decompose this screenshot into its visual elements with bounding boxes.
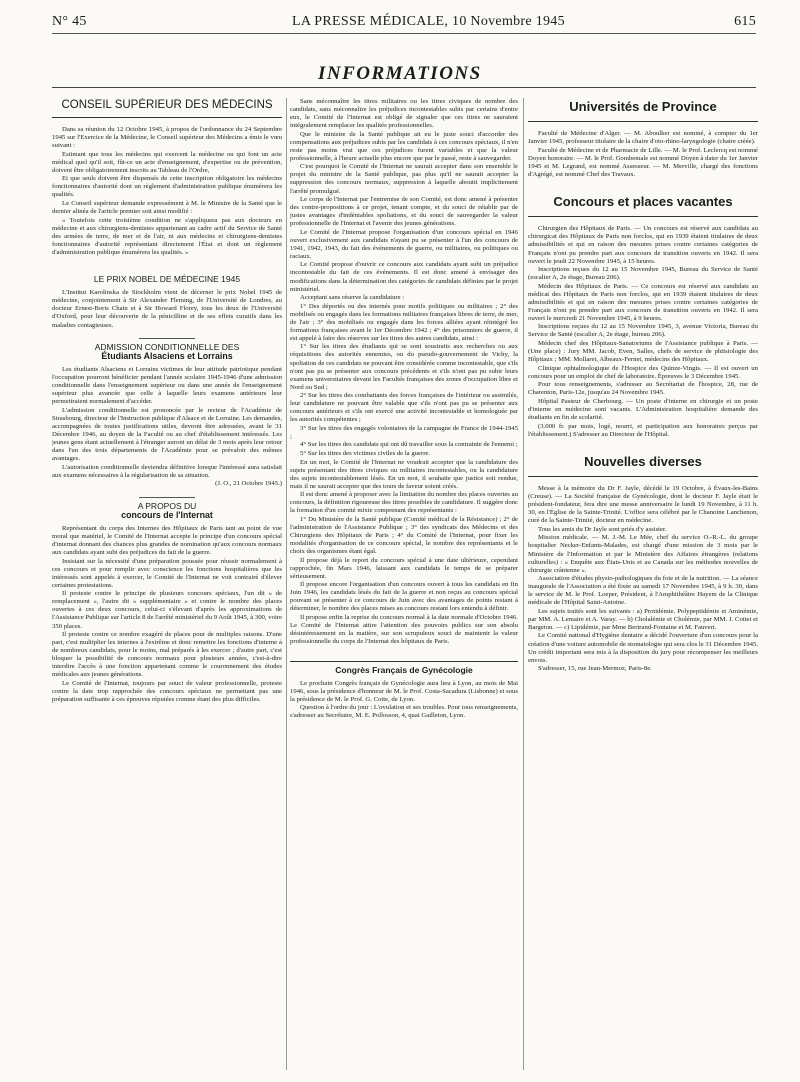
paragraph: 3° Sur les titres des engagés volontaires de la campagne de France de 1944-1945 ; xyxy=(290,424,518,440)
paragraph: 1° Des déportés ou des internés pour motifs politiques ou militaires ; 2° des mobilisés ou engagés dans les formations militaires françaises libres de terre, de mer, de l'air ; 3° des mobilisés ou engagés dans les forces alliées ayant réintégré les formations françaises avant le 1er Décembre 1942 ; 4° des prisonniers de guerre, il est appelé à faire des réserves sur les titres des autres candidats, ainsi : xyxy=(290,302,518,342)
paragraph: Faculté de Médecine d'Alger. — M. Aboulker est nommé, à compter du 1er Janvier 1945, professeur titulaire de la chaire d'oto-rhino-laryngologie (chaire créée). xyxy=(528,130,758,146)
paragraph: Question à l'ordre du jour : L'ovulation et ses troubles. Pour tous renseignements, s'adresser au Secrétaire, M. E. Pollosson, 4, quai Gailleton, Lyon. xyxy=(290,704,518,720)
article-title-concours: Concours et places vacantes xyxy=(553,194,733,210)
paragraph: Il proteste contre le principe de plusieurs concours spéciaux, l'un dit « de remplacement », l'autre dit « supplémentaire » et contre le nombre des places ouvertes à ces deux concours, celui-ci s'élevant d'après les approximations de l'Assistance Publique sur l'article 8 de l'arrêté ministériel du 9 Août 1945, à 300, voire 350 places. xyxy=(52,590,282,630)
paragraph: Le Comité national d'Hygiène dentaire a décidé l'ouverture d'un concours pour la création d'une voiture automobile de stomatologie qui sera clos le 31 Décembre 1945. Un crédit important sera mis à la disposition du jury pour récompenser les meilleurs envois. xyxy=(528,632,758,664)
article-title-universites: Universités de Province xyxy=(569,99,717,114)
paragraph: 5° Sur les titres des victimes civiles de la guerre. xyxy=(300,450,431,458)
paragraph: Estimant que tous les médecins qui exercent la médecine ou qui font un acte médical quel qu'il soit, fût-ce un acte d'enseignement, d'expertise ou de prévention, doivent être obligatoirement inscrits au Tableau de l'Ordre, xyxy=(52,150,282,174)
paragraph: Hôpital Pasteur de Cherbourg. — Un poste d'interne en chirurgie et un poste d'interne en médecine sont vacants. L'Administration hospitalière demande des étudiants en fin de scolarité. xyxy=(528,397,758,421)
paragraph: « Toutefois cette troisième condition ne s'appliquera pas aux docteurs en médecine et aux chirurgiens-dentistes appartenant au cadre actif du Service de Santé des armées de terre, de mer et de l'air, ni aux médecins et chirurgiens-dentistes fonctionnaires d'autorité représentant directement l'État et dont un règlement d'administration publique énumérera les qualités. » xyxy=(52,216,282,256)
paragraph: L'autorisation conditionnelle deviendra définitive lorsque l'intéressé aura satisfait aux examens nécessaires à la régularisation de sa situation. xyxy=(52,463,282,479)
paragraph: Et que seuls doivent être dispensés de cette inscription obligatoire les médecins fonctionnaires d'autorité dont un règlement d'administration publique énumérera les qualités. xyxy=(52,175,282,199)
paragraph: Il proteste contre ce nombre exagéré de places pour de multiples raisons. D'une part, c'est multiplier les internes à l'extrême et donc remettre les fonctions d'interne à de nombreux candidats, pour le moins, mal préparés à les exercer ; d'autre part, c'est bloquer la possibilité de concours normaux pour plusieurs années, c'est-à-dire interdire l'accès à une fonction appartenant comme le couronnement des études médicales aux jeunes générations. xyxy=(52,631,282,679)
header-rule xyxy=(52,33,756,34)
paragraph: Les étudiants Alsaciens et Lorrains victimes de leur attitude patriotique pendant l'occupation pourront bénéficier pendant l'année scolaire 1945-1946 d'une admission conditionnelle dans l'enseignement supérieur ou dans une année de l'enseignement supérieur plus avancée que celle à laquelle leurs examens antérieurs leur permettraient normalement d'accéder. xyxy=(52,366,282,406)
paragraph: 1° Du Ministère de la Santé publique (Comité médical de la Résistance) ; 2° de l'administration de l'Assistance Publique ; 3° des syndicats des Médecins et des Chirurgiens des Hôpitaux de Paris ; 4° du Comité de l'Internat, pour fixer les modalités d'organisation de ce concours spécial, le nombre des représentants et le choix des organismes étant égal. xyxy=(290,515,518,556)
paragraph: Clinique ophtalmologique de l'Hospice des Quinze-Vingts. — Il est ouvert un concours pour un emploi de chef de laboratoire. Épreuves le 3 Décembre 1945. xyxy=(528,364,758,380)
paragraph: Faculté de Médecine et de Pharmacie de Lille. — M. le Prof. Leclercq est nommé Doyen honoraire. — M. le Prof. Gombemale est nommé Doyen à dater du 1er Janvier 1945 et M. Legrand, est nommé Assesseur. — M. Merville, chargé des fonctions d'Agrégé, est nommé Chef des Travaux. xyxy=(528,146,758,178)
paragraph: Que le ministre de la Santé publique ait eu le juste souci d'accorder des compensations aux préjudices subis par les candidats à ces concours spéciaux, il n'en reste pas moins vrai que ces préjudices furent variables et que la valeur professionnelle, à l'heure actuelle plus encore que par le passé, reste à sauvegarder. xyxy=(290,130,518,162)
paragraph: Mission médicale. — M. J.-M. Le Mée, chef du service O.-R.-L. du groupe hospitalier Necker-Enfants-Malades, est chargé d'une mission de 3 mois par le Ministère de l'Information et par le Ministère des Affaires étrangères (relations culturelles) : « Enquête aux États-Unis et au Canada sur les méthodes nouvelles de chirurgie crânienne ». xyxy=(528,534,758,574)
paragraph: L'admission conditionnelle est prononcée par le recteur de l'Académie de Strasbourg, directeur de l'Instruction publique d'Alsace et de Lorraine. Les demandes, accompagnées de toutes justifications utiles, devront être adressées, avant le 31 Décembre 1946, au doyen de la Faculté ou au chef d'établissement intéressés. Les jeunes gens étant actuellement à l'étranger auront un délai de 3 mois après leur retour dans l'un des trois départements de l'Académie pour se prévaloir des mêmes avantages. xyxy=(52,406,282,463)
column-3 xyxy=(528,98,758,1078)
paragraph: (3.000 fr. par mois, logé, nourri, et participation aux honoraires perçus par l'établissement.) S'adresser au Directeur de l'Hôpital. xyxy=(528,422,758,438)
title-rule xyxy=(290,661,518,662)
paragraph: Acceptant sans réserve la candidature : xyxy=(300,294,405,302)
column-2 xyxy=(290,98,518,1078)
paragraph: Le Conseil supérieur demande expressément à M. le Ministre de la Santé que le dernier alinéa de l'article premier soit ainsi modifié : xyxy=(52,199,282,216)
separator xyxy=(139,338,195,339)
paragraph: S'adresser, 15, rue Jean-Mermoz, Paris-8e. xyxy=(538,665,652,673)
paragraph: Dans sa réunion du 12 Octobre 1945, à propos de l'ordonnance du 24 Septembre 1945 sur l'Exercice de la Médecine, le Conseil supérieur des Médecins a émis le vœu suivant : xyxy=(52,126,282,150)
paragraph: 2° Sur les titres des combattants des forces françaises de l'intérieur ou assimilés, leur candidature ne pouvant être valable que s'ils n'ont pas pu se présenter aux concours antérieurs et s'ils ont exercé une activité incontestable et homologuée par les autorités compétentes ; xyxy=(290,392,518,424)
paragraph: Le Comité propose d'ouvrir ce concours aux candidats ayant subi un préjudice incontestable du fait de ces événements. Il est donc amené à envisager des modifications dans la détermination des catégories de candidats définies par le projet ministériel. xyxy=(290,261,518,293)
article-title-apropos xyxy=(52,502,282,519)
paragraph: En un mot, le Comité de l'Internat ne voudrait accepter que la candidature des sujets présentant des titres civiques ou militaires incontestables, ou la candidature des sujets incontestablement lésés. En un mot, il souhaite que justice soit rendue, mais il ne saurait accepter que des tours de faveur soient créés. xyxy=(290,458,518,490)
heading-line: ADMISSION CONDITIONNELLE DES xyxy=(94,342,240,353)
article-title-gyneco: Congrès Français de Gynécologie xyxy=(335,664,473,675)
paragraph: Représentant du corps des Internes des Hôpitaux de Paris tant au point de vue moral que matériel, le Comité de l'Internat accepte le principe d'un concours spécial d'internat donnant des chances plus grandes de nomination qu'aux concours normaux aux candidats ayant subi des préjudices du fait de la guerre. xyxy=(52,524,282,557)
column-divider xyxy=(286,98,287,1070)
paragraph: Médecin des Hôpitaux de Paris. — Ce concours est réservé aux candidats au médicat des Hôpitaux de Paris non forclos, qui en 1939 étaient titulaires de deux admissibilités et qui en raison des mesures prises contre certaines catégories de Français n'ont pu prendre part aux concours de transition ouverts en 1942. Il sera ouvert le mercredi 21 Novembre 1945, à 9 heures. xyxy=(528,282,758,322)
journal-title: LA PRESSE MÉDICALE, 10 Novembre 1945 xyxy=(292,14,565,29)
paragraph: Il propose encore l'organisation d'un concours ouvert à tous les candidats en fin Juin 1946, les candidats lésés du fait de la guerre et non reçus au concours spécial pouvant se présenter à ce concours de Juin avec des avantages de points restant à déterminer, le nombre des places mises au concours restant lors entendu à définir. xyxy=(290,581,518,613)
paragraph: Il propose enfin la reprise du concours normal à la date normale d'Octobre 1946. Le Comité de l'Internat attire l'attention des pouvoirs publics sur son absolu désintéressement en la matière, sur son scrupuleux souci de maintenir la valeur professionnelle du corps de l'Internat des hôpitaux de Paris. xyxy=(290,613,518,646)
paragraph: Les sujets traités sont les suivants : a) Protidémie. Polypeptidémie et Aminémie, par MM. A. Lemaire et A. Varay. — b) Cholalémie et Cholémie, par MM. J. Cottet et Bargeton. — c) Lipidémie, par Mme Bertrand-Fontaine et M. Fauvert. xyxy=(528,607,758,631)
section-title: INFORMATIONS xyxy=(318,63,482,84)
column-1 xyxy=(52,98,282,1078)
paragraph: Messe à la mémoire du Dr F. Jayle, décédé le 19 Octobre, à Évaux-les-Bains (Creuse). — La Société française de Gynécologie, dont le docteur F. Jayle était le président-fondateur, fera dire une messe anniversaire le lundi 19 Novembre, à 11 h. 30, en l'Église de la Sainte-Trinité. L'office sera célébré par le Chanoine Lanchenon, curé de la Sainte-Trinité, docteur en médecine. xyxy=(528,485,758,525)
page-header xyxy=(52,14,756,34)
heading-line: A PROPOS DU xyxy=(137,500,197,511)
heading-subtitle: Étudiants Alsaciens et Lorrains xyxy=(101,351,233,362)
paragraph: C'est pourquoi le Comité de l'Internat ne saurait accepter dans son ensemble le projet du ministre de la Santé publique, pas plus qu'il ne saurait accepter la suppression des concours normaux, suppression à laquelle aboutit implicitement l'arrêté promulgué. xyxy=(290,163,518,195)
paragraph: Le corps de l'Internat par l'entremise de son Comité, est donc amené à présenter des contre-propositions à ce projet, tenant compte, et du souci de rétablir par de justes avantages d'indéniables spoliations, et du souci de sauvegarder la valeur professionnelle de l'Internat et l'avenir des jeunes générations. xyxy=(290,196,518,228)
issue-number: N° 45 xyxy=(52,14,87,29)
paragraph: Le Comité de l'Internat, toujours par souci de valeur professionnelle, proteste contre la date trop rapprochée des concours spéciaux ne permettant pas une préparation suffisante à ces épreuves réputées comme étant des plus difficiles. xyxy=(52,679,282,703)
paragraph: 1° Sur les titres des étudiants qui se sont soustraits aux recherches ou aux réquisitions des autorités ennemies, ou du pseudo-gouvernement de Vichy, la spoliation de ces candidats ne pouvant être considérée comme incontestable, que s'ils n'ont pas pu se présenter aux concours précédents et s'ils n'ont pas pu subir leurs examens universitaires devant les Facultés françaises des zones d'occupation libre et Nord ou Sud ; xyxy=(290,343,518,391)
paragraph: Inscriptions reçues du 12 au 15 Novembre 1945, Bureau du Service de Santé (escalier A, 2e étage, Bureau 206). xyxy=(528,266,758,282)
column-divider xyxy=(523,98,524,1070)
separator xyxy=(139,497,195,498)
paragraph: Insistant sur la nécessité d'une préparation poussée pour réussir normalement à ces concours et pour remplir avec conscience les fonctions hospitalières que les intéressés sont appelés à exercer, le Comité de l'Internat ne voit contrairé d'élever certaines protestations. xyxy=(52,557,282,589)
paragraph: Le Comité de l'Internat propose l'organisation d'un concours spécial en 1946 ouvert exclusivement aux candidats n'ayant pu se présenter à l'un des concours de 1941, 1942, 1943, du fait des événements de guerre, ou militaires, ou politiques ou raciaux. xyxy=(290,228,518,260)
paragraph: Médecin chef des Hôpitaux-Sanatoriums de l'Assistance publique à Paris. — (Une place) : Jury MM. Jacob, Even, Salles, chefs de service de phtisiologie des Hôpitaux ; MM. Mollaret, Albeaux-Fernet, médecins des Hôpitaux. xyxy=(528,340,758,364)
paragraph: Inscriptions reçues du 12 au 15 Novembre 1945, 3, avenue Victoria, Bureau du Service de Santé (escalier A, 2e étage, bureau 206). xyxy=(528,323,758,339)
article-title-nouvelles: Nouvelles diverses xyxy=(584,454,702,470)
paragraph: Sans méconnaître les titres militaires ou les titres civiques de nombre des candidats, sans méconnaître les préjudices incontestables subis par certains d'entre eux, le Comité de l'Internat est obligé de signaler que ces titres ne sauraient intégralement remplacer les qualités professionnelles. xyxy=(290,98,518,130)
paragraph: L'Institut Karolinska de Stockholm vient de décerner le prix Nobel 1945 de médecine, conjointement à Sir Alexander Fleming, de l'Université de Londres, au docteur Ernest-Boris Chain et à Sir Howard Florey, tous les deux de l'Université d'Oxford, pour leur découverte de la pénicilline et de ses effets curatifs dans les maladies contagieuses. xyxy=(52,289,282,329)
paragraph: Tous les amis du Dr Jayle sont priés d'y assister. xyxy=(538,525,667,533)
section-rule xyxy=(52,87,756,88)
paragraph: Pour tous renseignements, s'adresser au Secrétariat de l'hospice, 28, rue de Charenton, Paris-12e, jusqu'au 24 Novembre 1945. xyxy=(528,381,758,397)
page-number: 615 xyxy=(734,14,756,29)
paragraph: Le prochain Congrès français de Gynécologie aura lieu à Lyon, au mois de Mai 1946, sous la présidence d'honneur de M. le Prof. Costa-Sacadura (Lisbonne) et sous la présidence de M. le Prof. G. Cotte, de Lyon. xyxy=(290,679,518,703)
paragraph: Il propose déjà le report du concours spécial à une date ultérieure, cependant rapprochée, fin Mars 1946, laissant aux candidats le temps de se préparer sérieusement. xyxy=(290,556,518,580)
source-citation: (J. O., 21 Octobre 1945.) xyxy=(215,480,282,488)
article-title-admission xyxy=(52,343,282,360)
article-title-nobel: LE PRIX NOBEL DE MÉDECINE 1945 xyxy=(93,274,241,285)
paragraph: 4° Sur les titres des candidats qui ont dû travailler sous la contrainte de l'ennemi ; xyxy=(300,441,518,449)
paragraph: Association d'études physio-pathologiques du foie et de la nutrition. — La séance inaugurale de l'Association a été fixée au samedi 17 Novembre 1945, à 9 h. 30, dans le service de M. le Prof. Loeper, Président, à l'Amphithéâtre Hayem de la Clinique médicale de l'Hôpital Saint-Antoine. xyxy=(528,575,758,607)
article-title-conseil: CONSEIL SUPÉRIEUR DES MÉDECINS xyxy=(61,99,273,111)
paragraph: Chirurgien des Hôpitaux de Paris. — Un concours est réservé aux candidats au chirurgicat des Hôpitaux de Paris non forclos, qui en 1939 étaient titulaires de deux admissibilités et qui en raison des mesures prises contre certaines catégories de Français n'ont pu prendre part aux concours de transition ouverts en 1942. Il sera ouvert le jeudi 22 Novembre 1945, à 15 heures. xyxy=(528,225,758,265)
heading-subtitle: concours de l'Internat xyxy=(121,509,213,520)
paragraph: Il est donc amené à proposer avec la limitation du nombre des places ouvertes au concours, la définition rigoureuse des titres possibles de candidature. Il suggère donc la formation d'un comité mixte comprenant des représentants : xyxy=(290,491,518,515)
